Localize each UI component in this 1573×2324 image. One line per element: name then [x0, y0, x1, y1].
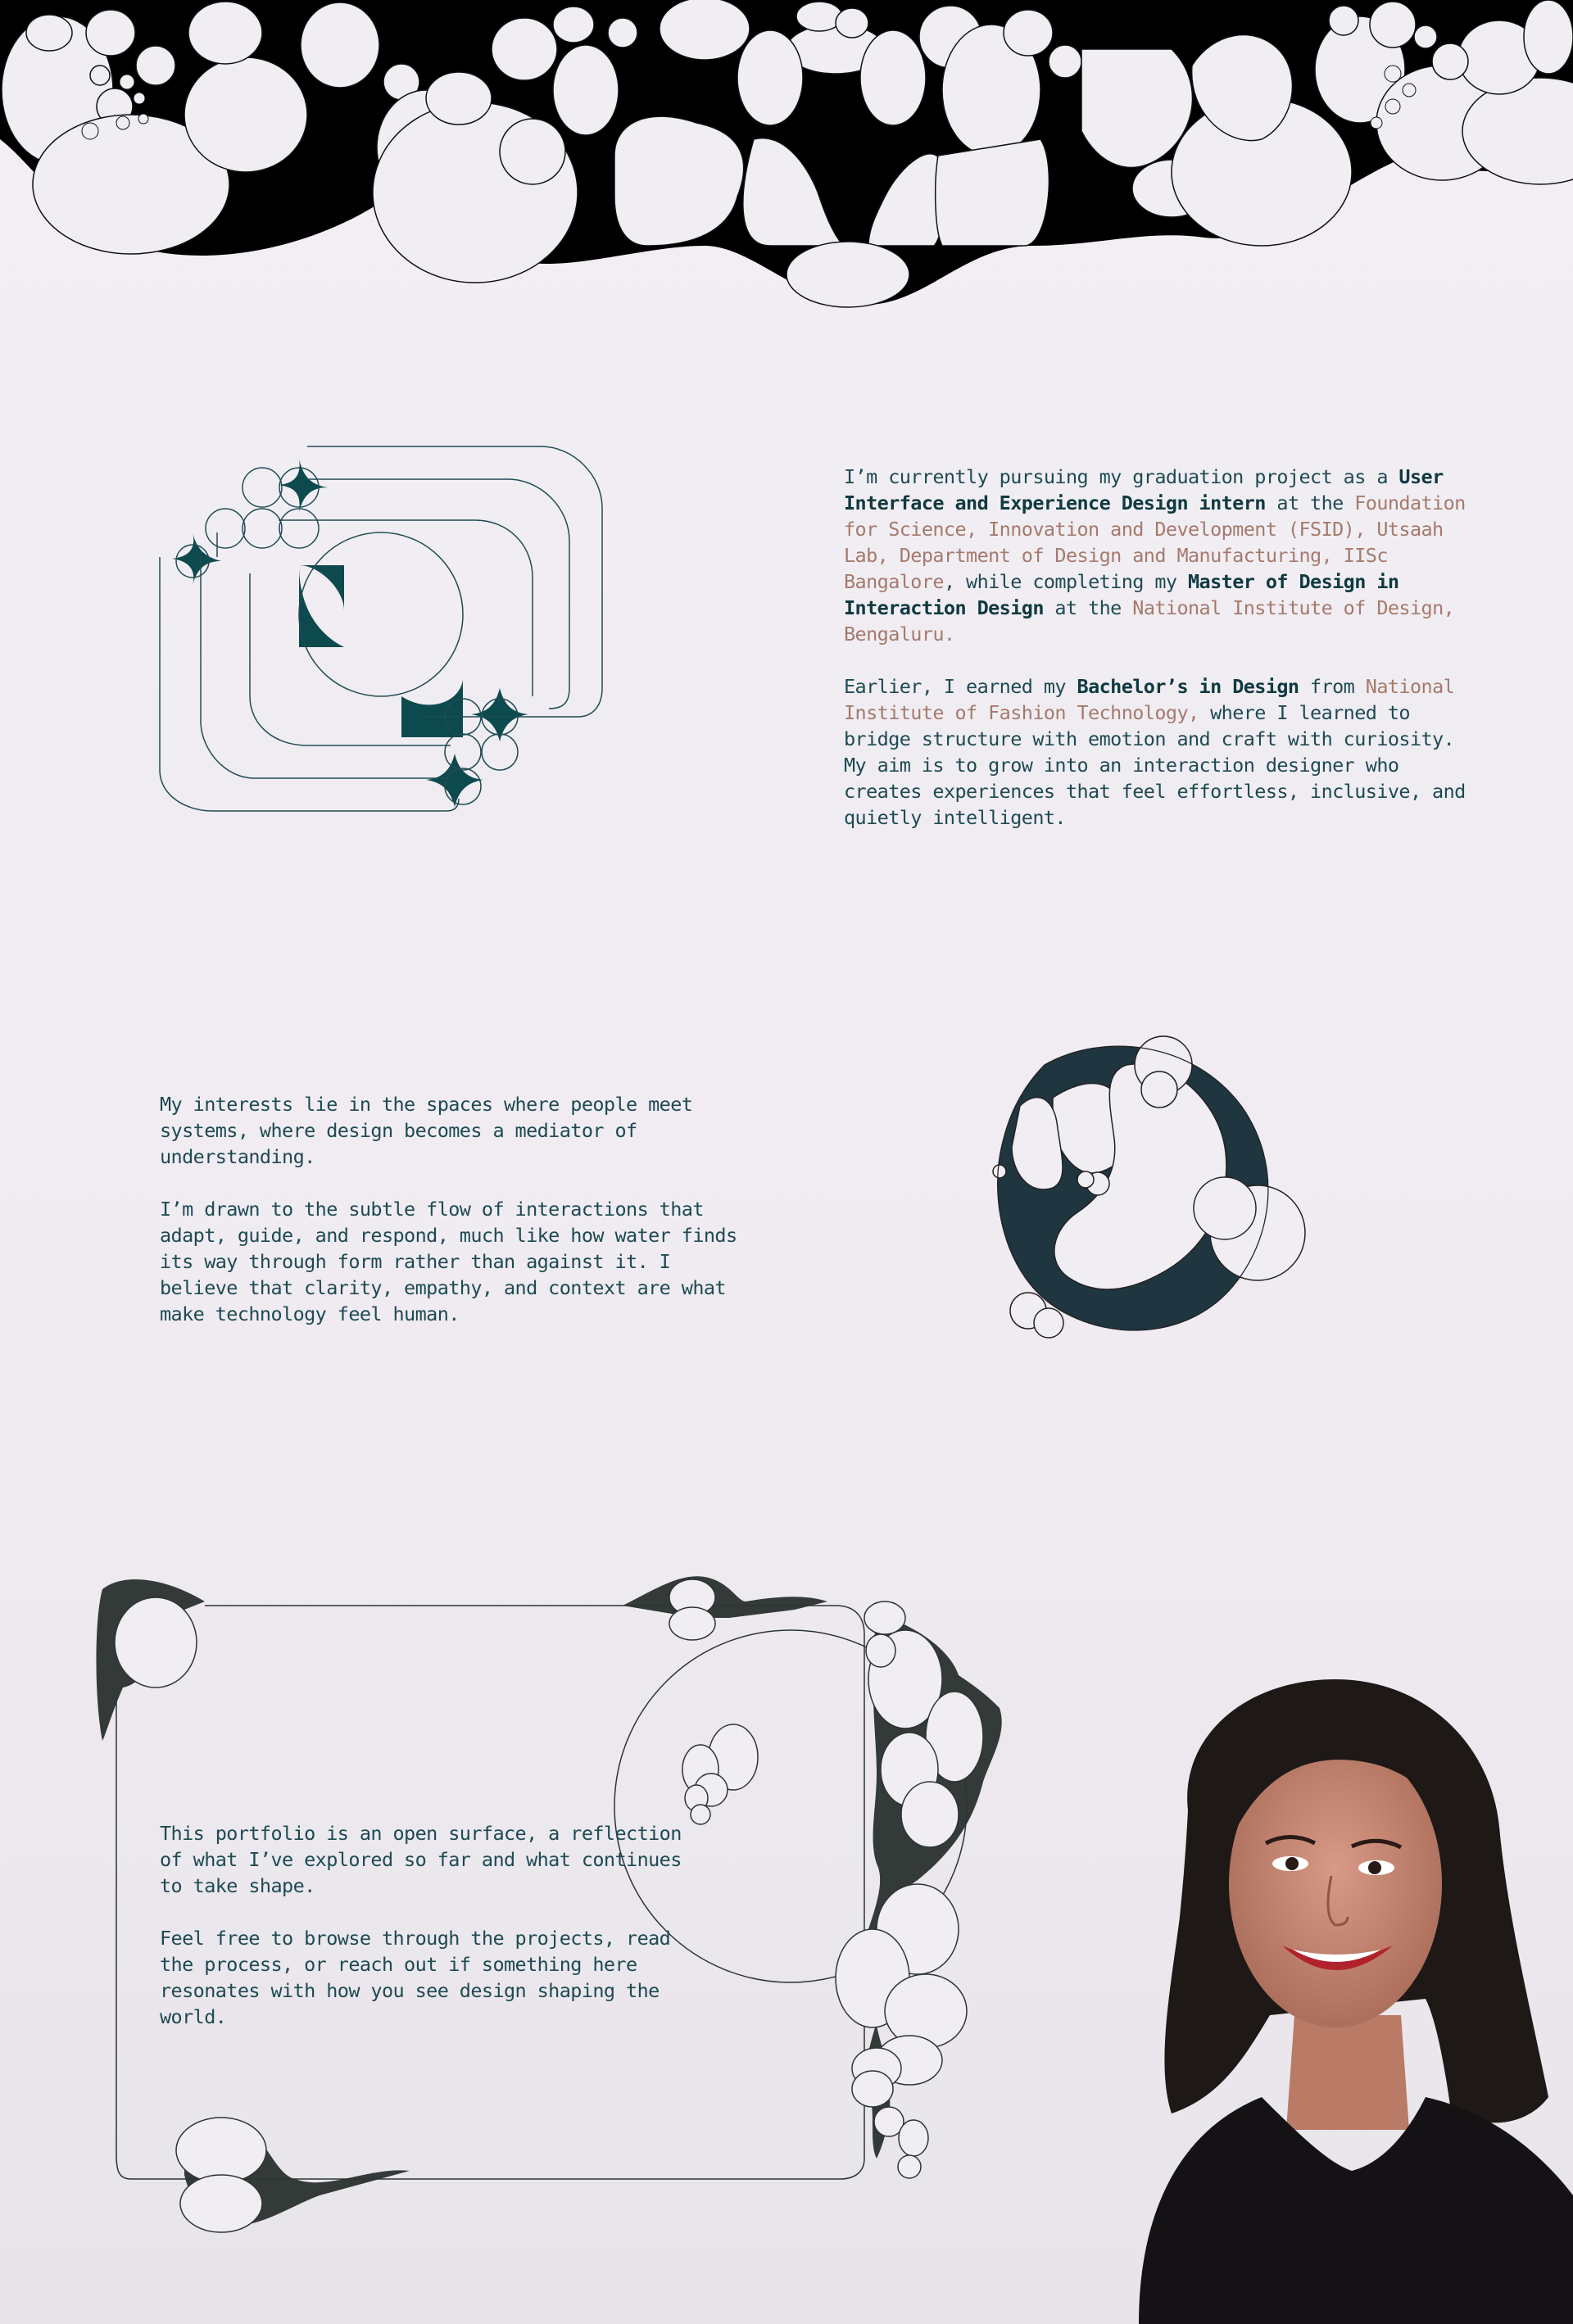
nid-institution: National Institute of Design, Bengaluru. [844, 596, 1455, 646]
interests-text [160, 1091, 758, 1327]
fsid-institution: Foundation for Science, Innovation and Development (FSID), Utsaah Lab, Department of Design and Manufacturing, IISc Bangalore [844, 492, 1466, 593]
interests-paragraph-1: My interests lie in the spaces where people meet systems, where design becomes a mediator of understanding. [160, 1093, 693, 1168]
intro-paragraph-1: I’m currently pursuing my graduation project as a User Interface and Experience Design intern at the Foundation for Science, Innovation and Development (FSID), Utsaah Lab, Department of Design and Manufacturing, IISc Bangalore, while completing my Master of Design in Interaction Design at the National Institute of Design, Bengaluru. [844, 465, 1466, 646]
header-blob-banner-icon [0, 0, 1573, 319]
intro-text [844, 464, 1466, 831]
closing-paragraph-2: Feel free to browse through the projects, read the process, or reach out if something here resonates with how you see design shaping the world. [160, 1927, 671, 2028]
interests-paragraph-2: I’m drawn to the subtle flow of interactions that adapt, guide, and respond, much like how water finds its way through form rather than against it. I believe that clarity, empathy, and context are what make technology feel human. [160, 1198, 737, 1325]
concentric-rounded-squares-icon [156, 442, 614, 819]
blob-circle-icon [979, 1032, 1331, 1352]
closing-text [160, 1820, 692, 2030]
portrait-photo [1090, 1671, 1573, 2324]
intro-paragraph-2: Earlier, I earned my Bachelor’s in Design from National Institute of Fashion Technology, where I learned to bridge structure with emotion and craft with curiosity. My aim is to grow into an interaction designer who creates experiences that feel effortless, inclusive, and quietly intelligent. [844, 675, 1466, 829]
nift-institution: National Institute of Fashion Technology, [844, 675, 1455, 724]
closing-paragraph-1: This portfolio is an open surface, a reflection of what I’ve explored so far and what continues to take shape. [160, 1822, 682, 1897]
